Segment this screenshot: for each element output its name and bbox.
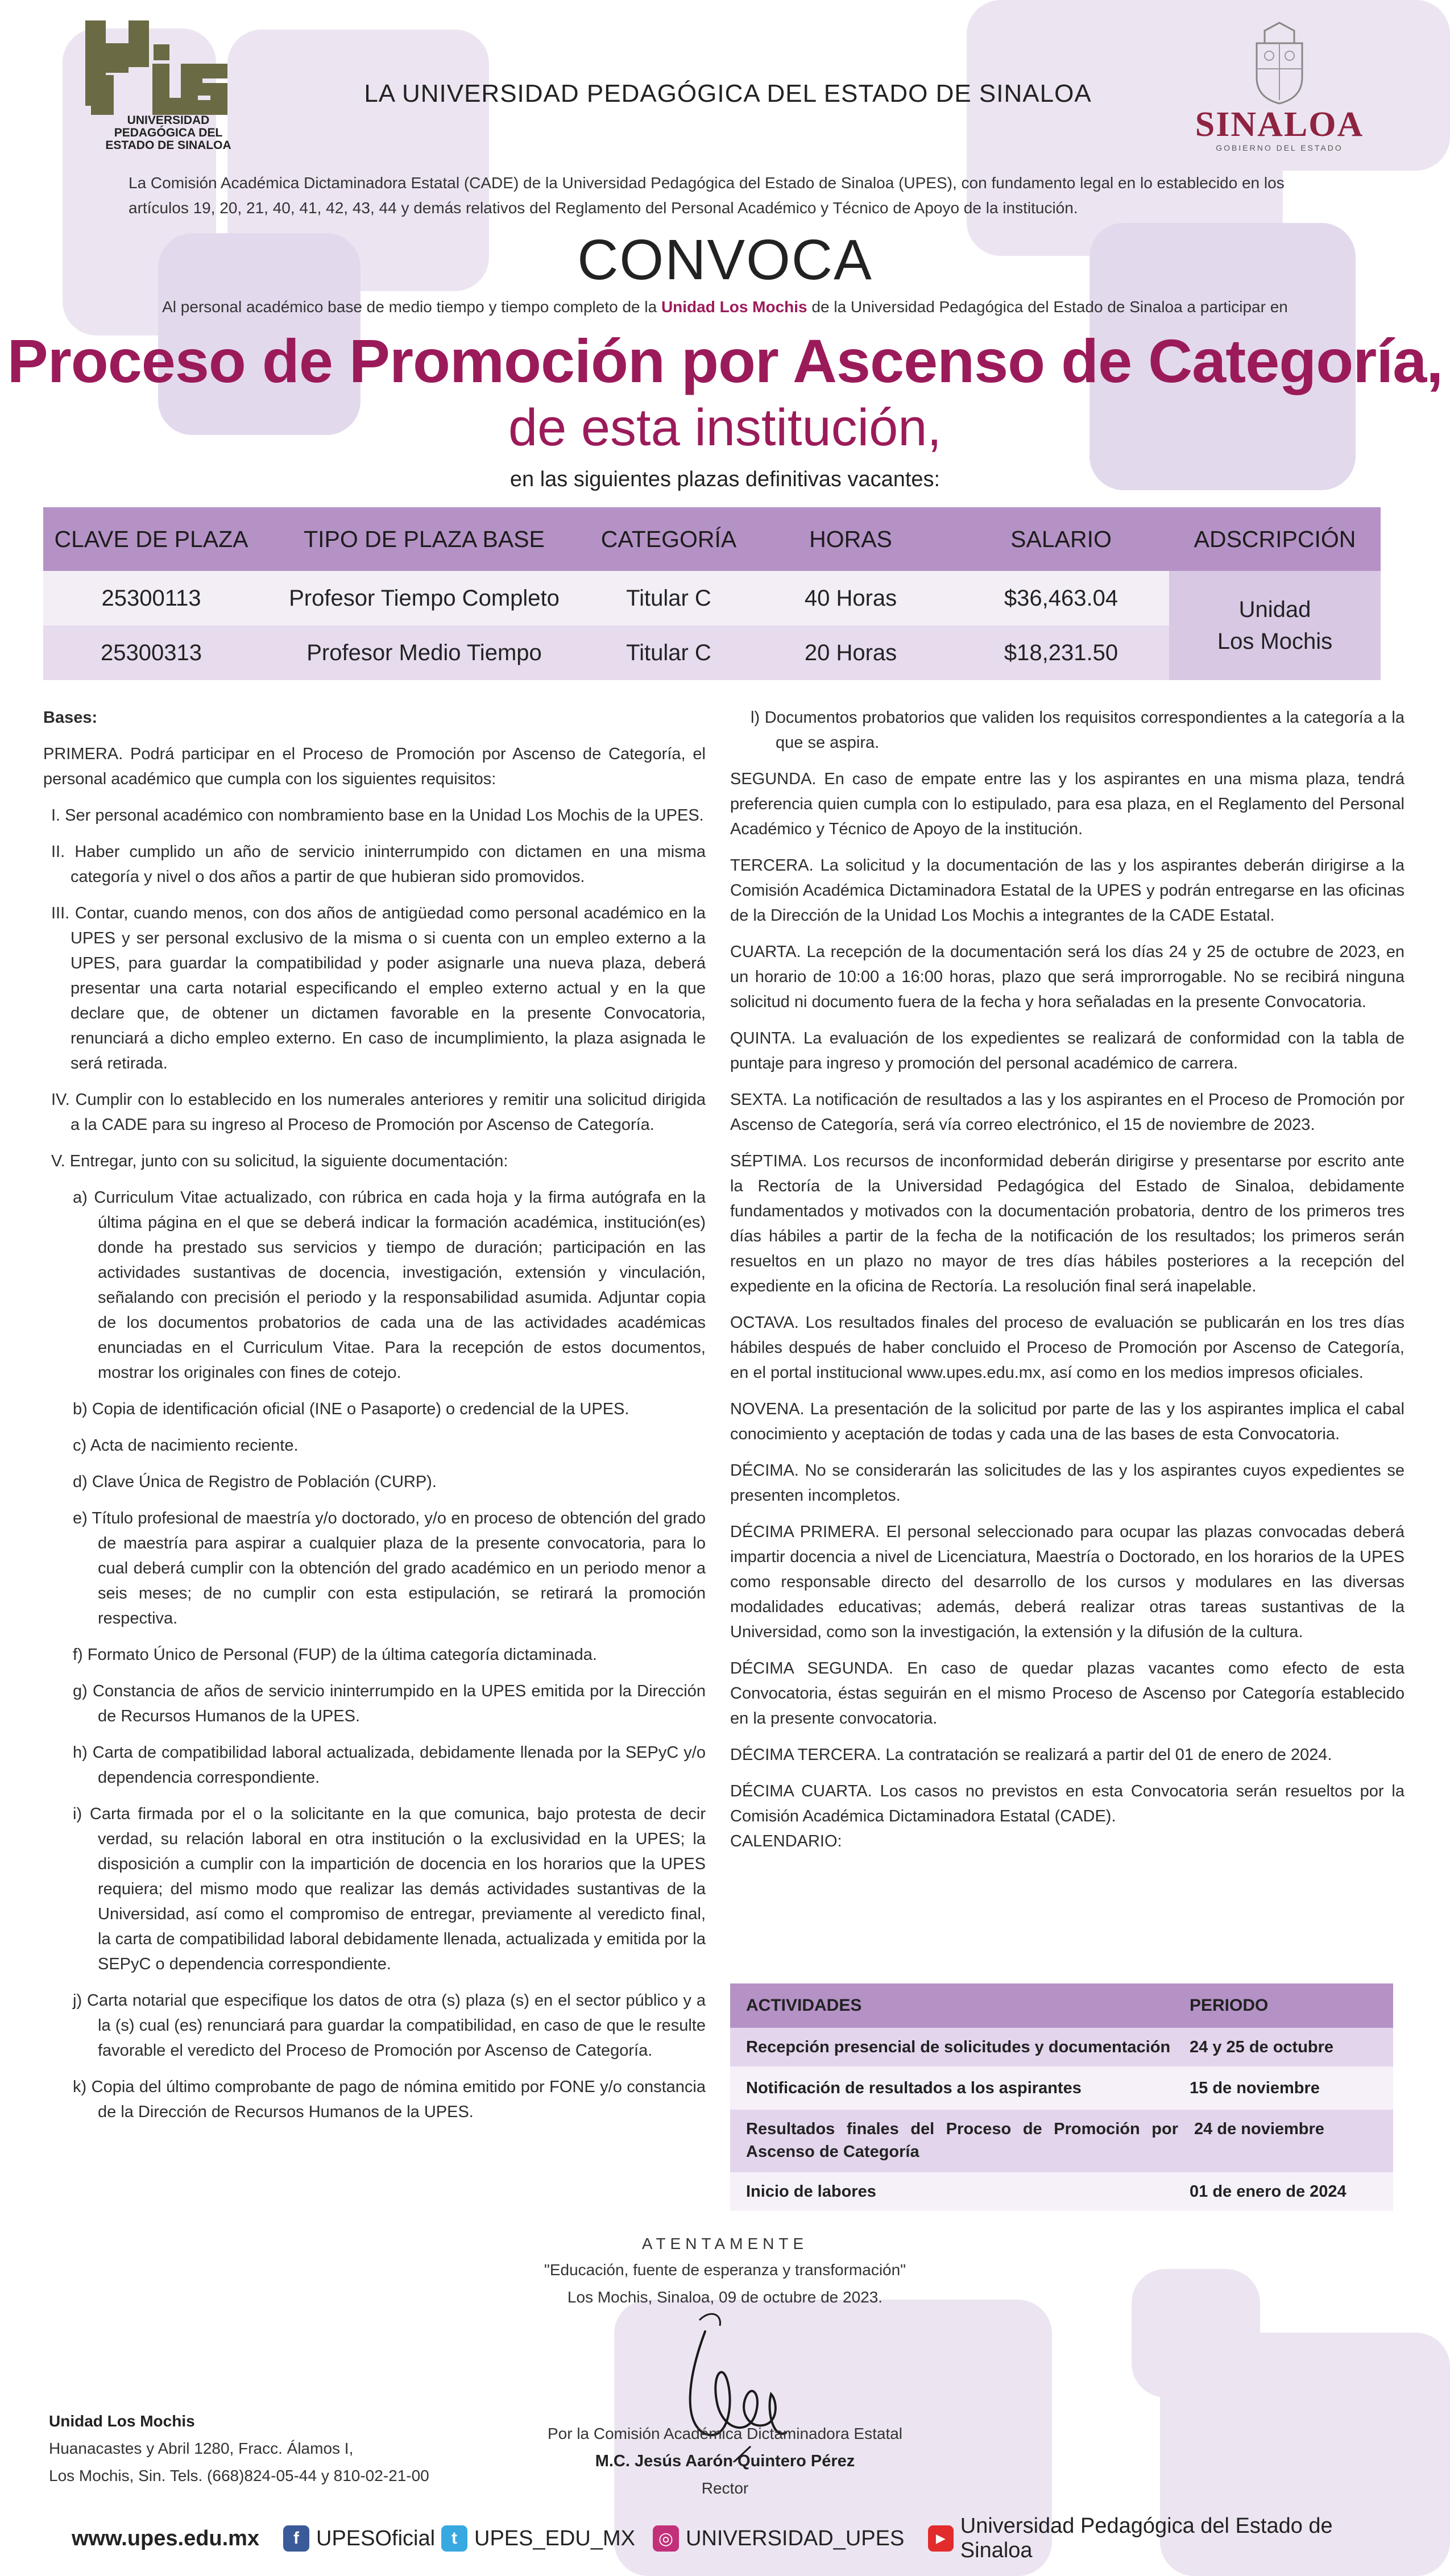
calendar-period: 24 y 25 de octubre <box>1190 2038 1334 2056</box>
adscripcion-cell <box>1169 571 1381 680</box>
document-item: a) Curriculum Vitae actualizado, con rúbrica en cada hoja y la firma autógrafa en la última página en el que se deberá indicar la formación académica, institución(es) donde ha prestado sus servicios y tiempo de duración; participación en las actividades sustantivas de docencia, investigación, extensión y vinculación, señalando con precisión el periodo y la responsabilidad asumida. Adjuntar copia de los documentos probatorios de cada una de las actividades académicas enunciadas en el Curriculum Vitae. Para la recepción de estos documentos, mostrar los originales con fines de cotejo. <box>73 1188 706 1382</box>
clause: DÉCIMA SEGUNDA. En caso de quedar plazas vacantes como efecto de esta Convocatoria, éstas seguirán en el mismo Proceso de Ascenso por Categoría establecido en la presente convocatoria. <box>730 1659 1405 1728</box>
calendar-header <box>730 1983 1393 2028</box>
twitter-icon: t <box>441 2525 467 2552</box>
document-item: f) Formato Único de Personal (FUP) de la última categoría dictaminada. <box>73 1646 597 1664</box>
table-cell: 40 Horas <box>804 585 897 611</box>
header-cell: PERIODO <box>1190 1996 1269 2015</box>
unit-phones: Los Mochis, Sin. Tels. (668)824-05-44 y 810-02-21-00 <box>49 2467 429 2484</box>
closing-atentamente: ATENTAMENTE <box>641 2235 809 2252</box>
requirement-item: IV. Cumplir con lo establecido en los numerales anteriores y remitir una solicitud dirigida a la CADE para su ingreso al Proceso de Promoción por Ascenso de Categoría. <box>51 1091 706 1134</box>
document-item: e) Título profesional de maestría y/o doctorado, y/o en proceso de obtención del grado de maestría para aspirar a cualquier plaza de la presente convocatoria, para lo cual deberá cumplir con la obtención del grado académico en un periodo menor a seis meses; de no cumplir con esta estipulación, se retirará la promoción respectiva. <box>73 1509 706 1627</box>
document-item: b) Copia de identificación oficial (INE o Pasaporte) o credencial de la UPES. <box>73 1400 629 1418</box>
unit-name: Unidad Los Mochis <box>49 2412 195 2430</box>
calendar-table <box>730 1983 1393 2211</box>
invite-unit: Unidad Los Mochis <box>661 298 807 316</box>
upes-logo-mark <box>85 20 233 117</box>
invite-pre: Al personal académico base de medio tiempo y tiempo completo de la <box>162 298 661 316</box>
calendar-row <box>730 2110 1393 2172</box>
clause: DÉCIMA PRIMERA. El personal seleccionado para ocupar las plazas convocadas deberá impartir docencia a nivel de Licenciatura, Maestría o Doctorado, en los horarios de la UPES como responsable directo del desarrollo de los cursos y modulares en las diversas modalidades educativas; además, deberá realizar otras tareas sustantivas de la Universidad, como son la investigación, la extensión y la difusión de la cultura. <box>730 1523 1405 1641</box>
table-row <box>43 626 1169 680</box>
calendar-activity: Recepción presencial de solicitudes y documentación <box>746 2038 1171 2056</box>
youtube-link[interactable] <box>928 2514 1399 2562</box>
sinaloa-logo-name: SINALOA <box>1195 105 1364 144</box>
document-item: g) Constancia de años de servicio ininterrumpido en la UPES emitida por la Dirección de Recursos Humanos de la UPES. <box>73 1682 706 1725</box>
header-cell: ADSCRIPCIÓN <box>1194 525 1356 552</box>
clause: NOVENA. La presentación de la solicitud por parte de las y los aspirantes implica el cabal conocimiento y aceptación de todas y cada una de las bases de esta Convocatoria. <box>730 1400 1405 1443</box>
requirement-item: I. Ser personal académico con nombramiento base en la Unidad Los Mochis de la UPES. <box>51 806 704 825</box>
facebook-handle: UPESOficial <box>316 2526 436 2550</box>
closing-commission: Por la Comisión Académica Dictaminadora Estatal <box>547 2425 903 2442</box>
facebook-link[interactable] <box>283 2520 435 2557</box>
main-subtitle: de esta institución, <box>508 399 942 457</box>
header-cell: CLAVE DE PLAZA <box>54 525 248 552</box>
calendar-activity: Notificación de resultados a los aspirantes <box>746 2079 1082 2097</box>
table-header <box>43 507 1381 571</box>
clause: SEXTA. La notificación de resultados a las y los aspirantes en el Proceso de Promoción por Ascenso de Categoría, será vía correo electrónico, el 15 de noviembre de 2023. <box>730 1091 1405 1134</box>
instagram-icon: ◎ <box>653 2525 679 2552</box>
convoca-heading: CONVOCA <box>577 228 873 292</box>
facebook-icon: f <box>283 2525 309 2552</box>
table-cell: Titular C <box>626 640 711 665</box>
requirement-item: V. Entregar, junto con su solicitud, la siguiente documentación: <box>51 1152 508 1170</box>
document-item: j) Carta notarial que especifique los datos de otra (s) plaza (s) en el sector público y a la (s) cual (es) renunciará para guardar la compatibilidad, en caso de que le resulte favorable el veredicto del Proceso de Promoción por Ascenso de Categoría. <box>73 1991 706 2060</box>
adscripcion-line: Los Mochis <box>1217 629 1333 654</box>
document-item: d) Clave Única de Registro de Población (CURP). <box>73 1473 437 1491</box>
table-cell: $36,463.04 <box>1004 585 1118 611</box>
signer-name: M.C. Jesús Aarón Quintero Pérez <box>595 2452 855 2470</box>
main-title: Proceso de Promoción por Ascenso de Categoría, <box>7 326 1443 395</box>
table-cell: Profesor Medio Tiempo <box>306 640 542 665</box>
sinaloa-logo <box>1171 20 1387 168</box>
requirement-item: III. Contar, cuando menos, con dos años de antigüedad como personal académico en la UPES y ser personal exclusivo de la misma o si cuenta con un empleo externo a la UPES, para guardar la compatibilidad y poder asignarle una nueva plaza, deberá presentar una carta notarial especificando el empleo externo actual y en la que declare que, de obtener un dictamen favorable en la presente Convocatoria, renunciará a dicho empleo externo. En caso de incumplimiento, la plaza asignada le será retirada. <box>51 904 706 1072</box>
document-item: l) Documentos probatorios que validen los requisitos correspondientes a la categoría a la que se aspira. <box>751 709 1405 752</box>
calendar-label: CALENDARIO: <box>730 1832 842 1850</box>
header-cell: CATEGORÍA <box>600 525 737 552</box>
calendar-activity: Resultados finales del Proceso de Promoción por Ascenso de Categoría <box>746 2120 1178 2161</box>
table-cell: Titular C <box>626 585 711 611</box>
requirement-item: II. Haber cumplido un año de servicio ininterrumpido con dictamen en una misma categoría y nivel o dos años a partir de que hubieran sido promovidos. <box>51 843 706 886</box>
sinaloa-shield-icon <box>1245 20 1314 106</box>
clause-primera: PRIMERA. Podrá participar en el Proceso de Promoción por Ascenso de Categoría, el personal académico que cumpla con los siguientes requisitos: <box>43 745 706 788</box>
adscripcion-line: Unidad <box>1238 597 1311 622</box>
header-cell: TIPO DE PLAZA BASE <box>304 525 545 552</box>
invite-post: de la Universidad Pedagógica del Estado de Sinaloa a participar en <box>807 298 1288 316</box>
unit-address: Huanacastes y Abril 1280, Fracc. Álamos I, <box>49 2440 354 2457</box>
clause: SEGUNDA. En caso de empate entre las y los aspirantes en una misma plaza, tendrá preferencia quien cumpla con lo estipulado, para esa plaza, en el Reglamento del Personal Académico y Técnico de Apoyo de la institución. <box>730 770 1405 838</box>
unit-address-block <box>49 2408 561 2490</box>
sinaloa-logo-sub: GOBIERNO DEL ESTADO <box>1216 143 1343 152</box>
bases-right-column <box>730 705 1405 1865</box>
signer-role: Rector <box>701 2479 749 2497</box>
header-cell: SALARIO <box>1010 525 1112 552</box>
twitter-handle: UPES_EDU_MX <box>474 2526 635 2550</box>
calendar-period: 24 de noviembre <box>1190 2120 1324 2138</box>
closing-motto: "Educación, fuente de esperanza y transformación" <box>544 2261 906 2279</box>
calendar-row <box>730 2028 1393 2066</box>
document-item: i) Carta firmada por el o la solicitante en la que comunica, bajo protesta de decir verdad, su relación laboral en otra institución o la exclusividad en la UPES; la disposición a cumplir con la impartición de docencia en los horarios que la UPES requiera; del mismo modo que realizar las demás actividades sustantivas de la Universidad, así como el compromiso de entregar, previamente al veredicto final, la carta de compatibilidad laboral debidamente llenada, actualizada y emitida por la SEPyC o dependencia correspondiente. <box>73 1805 706 1973</box>
clause: CUARTA. La recepción de la documentación será los días 24 y 25 de octubre de 2023, en un horario de 10:00 a 16:00 horas, plazo que será improrrogable. No se recibirá ninguna solicitud ni documento fuera de la fecha y hora señaladas en la presente Convocatoria. <box>730 943 1405 1011</box>
clause: SÉPTIMA. Los recursos de inconformidad deberán dirigirse y presentarse por escrito ante la Rectoría de la Universidad Pedagógica del Estado de Sinaloa, debidamente fundamentados y motivados con la documentación probatoria, dentro de los primeros tres días hábiles a partir de la fecha de la notificación de los resultados; los primeros serán resueltos en un plazo no mayor de tres días hábiles posteriores a la recepción del expediente en la oficina de Rectoría. La resolución final será inapelable. <box>730 1152 1405 1295</box>
table-cell: 20 Horas <box>804 640 897 665</box>
bases-heading: Bases: <box>43 709 98 727</box>
positions-table <box>43 507 1381 680</box>
website-link[interactable]: www.upes.edu.mx <box>72 2526 260 2550</box>
calendar-period: 15 de noviembre <box>1190 2079 1320 2097</box>
header-cell: ACTIVIDADES <box>746 1996 862 2015</box>
document-item: h) Carta de compatibilidad laboral actualizada, debidamente llenada por la SEPyC y/o dependencia correspondiente. <box>73 1743 706 1787</box>
document-item: k) Copia del último comprobante de pago de nómina emitido por FONE y/o constancia de la Dirección de Recursos Humanos de la UPES. <box>73 2078 706 2121</box>
plazas-intro: en las siguientes plazas definitivas vacantes: <box>509 467 941 491</box>
twitter-link[interactable] <box>441 2520 635 2557</box>
table-cell: $18,231.50 <box>1004 640 1118 665</box>
clause: DÉCIMA CUARTA. Los casos no previstos en esta Convocatoria serán resueltos por la Comisión Académica Dictaminadora Estatal (CADE). <box>730 1782 1405 1825</box>
university-heading: LA UNIVERSIDAD PEDAGÓGICA DEL ESTADO DE SINALOA <box>364 80 1092 107</box>
document-item: c) Acta de nacimiento reciente. <box>73 1436 299 1455</box>
calendar-activity: Inicio de labores <box>746 2182 876 2201</box>
footer-bar <box>68 2514 1399 2562</box>
clause: TERCERA. La solicitud y la documentación de las y los aspirantes deberán dirigirse a la Comisión Académica Dictaminadora Estatal de la UPES y podrán entregarse en las oficinas de la Dirección de la Unidad Los Mochis a integrantes de la CADE Estatal. <box>730 856 1405 925</box>
youtube-icon: ▶ <box>928 2525 954 2552</box>
table-row <box>43 571 1169 626</box>
upes-logo-text: UNIVERSIDAD PEDAGÓGICA DEL ESTADO DE SINALOA <box>105 114 231 152</box>
upes-logo <box>80 20 245 163</box>
invitation-line <box>0 298 1450 316</box>
instagram-handle: UNIVERSIDAD_UPES <box>686 2526 905 2550</box>
clause: DÉCIMA TERCERA. La contratación se realizará a partir del 01 de enero de 2024. <box>730 1746 1332 1764</box>
table-cell: 25300313 <box>101 640 202 665</box>
table-cell: Profesor Tiempo Completo <box>289 585 560 611</box>
calendar-row <box>730 2066 1393 2110</box>
closing-date: Los Mochis, Sinaloa, 09 de octubre de 2023. <box>567 2288 883 2306</box>
bases-left-column <box>43 705 706 2136</box>
header-cell: HORAS <box>809 525 892 552</box>
clause: DÉCIMA. No se considerarán las solicitudes de las y los aspirantes cuyos expedientes se presenten incompletos. <box>730 1461 1405 1505</box>
calendar-period: 01 de enero de 2024 <box>1190 2182 1347 2201</box>
calendar-row <box>730 2172 1393 2211</box>
youtube-channel: Universidad Pedagógica del Estado de Sinaloa <box>960 2514 1333 2562</box>
instagram-link[interactable] <box>653 2520 904 2557</box>
intro-paragraph: La Comisión Académica Dictaminadora Estatal (CADE) de la Universidad Pedagógica del Estado de Sinaloa (UPES), con fundamento legal en lo establecido en los artículos 19, 20, 21, 40, 41, 42, 43, 44 y demás relativos del Reglamento del Personal Académico y Técnico de Apoyo de la institución. <box>129 174 1285 217</box>
table-cell: 25300113 <box>101 585 201 611</box>
clause: QUINTA. La evaluación de los expedientes se realizará de conformidad con la tabla de puntaje para ingreso y promoción del personal académico de carrera. <box>730 1029 1405 1072</box>
clause: OCTAVA. Los resultados finales del proceso de evaluación se publicarán en los tres días hábiles después de haber concluido el Proceso de Promoción por Ascenso de Categoría, en el portal institucional www.upes.edu.mx, así como en los medios impresos oficiales. <box>730 1314 1405 1382</box>
